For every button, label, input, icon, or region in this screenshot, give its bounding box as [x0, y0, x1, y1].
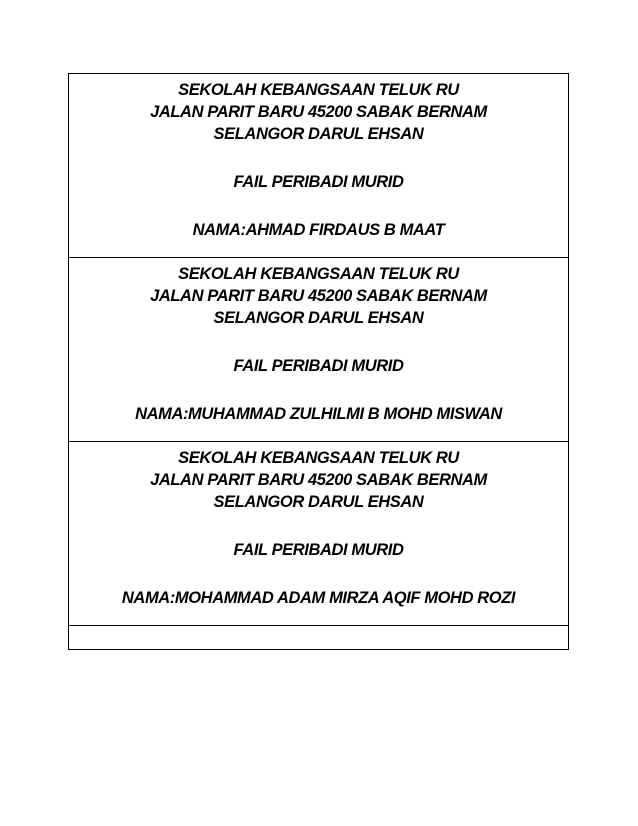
school-address: JALAN PARIT BARU 45200 SABAK BERNAM: [150, 287, 487, 305]
file-title: FAIL PERIBADI MURID: [233, 357, 404, 375]
spacer: [69, 329, 568, 355]
school-name: SEKOLAH KEBANGSAAN TELUK RU: [178, 449, 459, 467]
label-card: [69, 258, 568, 442]
school-state: SELANGOR DARUL EHSAN: [213, 309, 424, 327]
student-name: NAMA:MUHAMMAD ZULHILMI B MOHD MISWAN: [135, 405, 502, 423]
spacer: [69, 193, 568, 219]
spacer: [69, 561, 568, 587]
labels-table: [68, 73, 569, 650]
school-name: SEKOLAH KEBANGSAAN TELUK RU: [178, 81, 459, 99]
school-state: SELANGOR DARUL EHSAN: [213, 125, 424, 143]
empty-row: [69, 626, 568, 649]
spacer: [69, 145, 568, 171]
file-title: FAIL PERIBADI MURID: [233, 541, 404, 559]
file-title: FAIL PERIBADI MURID: [233, 173, 404, 191]
school-address: JALAN PARIT BARU 45200 SABAK BERNAM: [150, 103, 487, 121]
school-name: SEKOLAH KEBANGSAAN TELUK RU: [178, 265, 459, 283]
label-card: [69, 74, 568, 258]
school-state: SELANGOR DARUL EHSAN: [213, 493, 424, 511]
label-card: [69, 442, 568, 626]
student-name: NAMA:AHMAD FIRDAUS B MAAT: [192, 221, 445, 239]
spacer: [69, 377, 568, 403]
school-address: JALAN PARIT BARU 45200 SABAK BERNAM: [150, 471, 487, 489]
spacer: [69, 513, 568, 539]
student-name: NAMA:MOHAMMAD ADAM MIRZA AQIF MOHD ROZI: [121, 589, 516, 607]
